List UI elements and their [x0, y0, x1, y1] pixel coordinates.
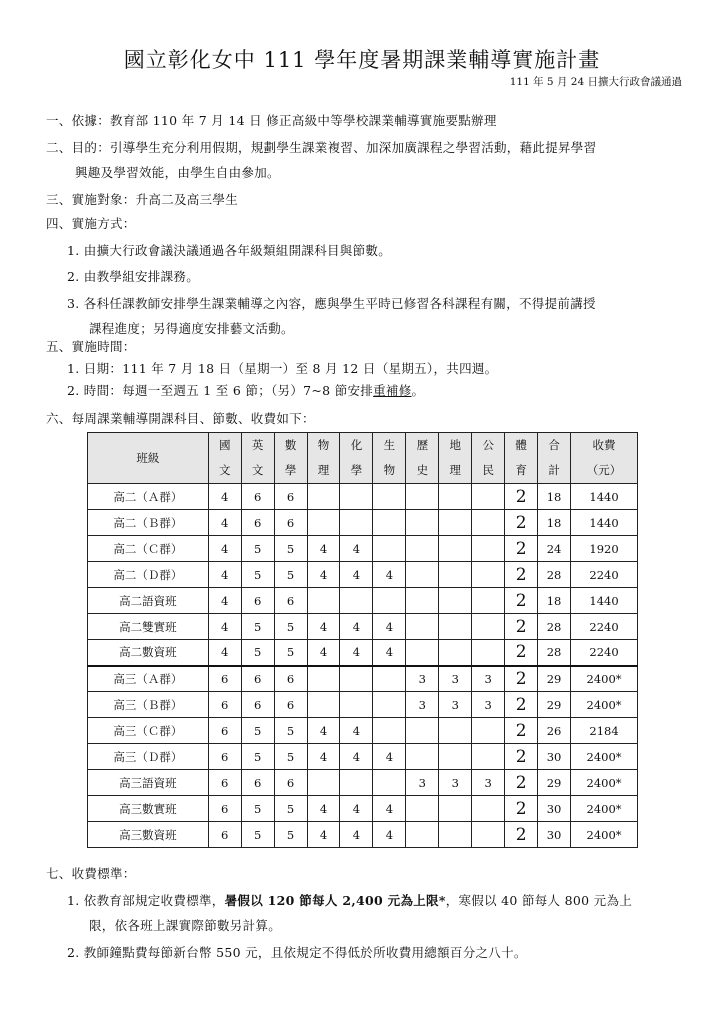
period-cell	[406, 718, 439, 744]
total-cell: 18	[538, 484, 571, 510]
row-class-name: 高三（Ｃ群）	[88, 718, 209, 744]
time-item-2	[67, 381, 424, 399]
period-cell	[472, 536, 505, 562]
row-class-name: 高二（Ａ群）	[88, 484, 209, 510]
period-cell: 3	[472, 666, 505, 692]
period-cell	[439, 718, 472, 744]
period-cell: 5	[241, 562, 274, 588]
period-cell: 3	[439, 692, 472, 718]
table-row	[88, 614, 638, 640]
fee-cell: 2240	[571, 640, 638, 666]
period-cell	[406, 822, 439, 848]
row-class-name: 高二數資班	[88, 640, 209, 666]
period-cell	[439, 484, 472, 510]
period-cell	[472, 796, 505, 822]
fee-item-1-text: 1. 依教育部規定收費標準，	[67, 893, 225, 908]
fee-cell: 1920	[571, 536, 638, 562]
period-cell: 6	[208, 718, 241, 744]
period-cell: 3	[439, 770, 472, 796]
period-cell: 5	[274, 536, 307, 562]
period-cell: 3	[406, 692, 439, 718]
period-cell: 3	[439, 666, 472, 692]
header-subject: 物 理	[307, 433, 340, 484]
total-cell: 30	[538, 744, 571, 770]
section-schedule: 六、每周課業輔導開課科目、節數、收費如下：	[46, 411, 315, 426]
header-subject: 化 學	[340, 433, 373, 484]
period-cell: 4	[340, 796, 373, 822]
fee-cell: 2184	[571, 718, 638, 744]
table-row	[88, 510, 638, 536]
period-cell: 5	[241, 536, 274, 562]
section-time: 五、實施時間：	[46, 339, 136, 354]
total-cell: 29	[538, 666, 571, 692]
period-cell	[406, 744, 439, 770]
total-cell: 28	[538, 640, 571, 666]
period-cell	[406, 796, 439, 822]
fee-item-2: 2. 教師鐘點費每節新台幣 550 元，且依規定不得低於所收費用總額百分之八十。	[67, 945, 527, 960]
fee-cell: 2400*	[571, 822, 638, 848]
period-cell	[340, 588, 373, 614]
period-cell: 4	[307, 562, 340, 588]
period-cell	[406, 562, 439, 588]
period-cell: 6	[208, 692, 241, 718]
period-cell	[472, 718, 505, 744]
period-cell: 6	[241, 770, 274, 796]
total-cell: 18	[538, 510, 571, 536]
table-row	[88, 536, 638, 562]
period-cell: 5	[241, 640, 274, 666]
fee-cell: 2400*	[571, 666, 638, 692]
period-cell	[307, 484, 340, 510]
table-row	[88, 692, 638, 718]
table-row	[88, 562, 638, 588]
period-cell	[472, 562, 505, 588]
fee-item-1-rest: ，寒假以 40 節每人 800 元為上	[445, 893, 633, 908]
period-cell	[373, 484, 406, 510]
header-fee: 收費 （元）	[571, 433, 638, 484]
period-cell: 6	[241, 666, 274, 692]
period-cell: 4	[208, 588, 241, 614]
period-cell: 4	[340, 822, 373, 848]
period-cell: 4	[307, 822, 340, 848]
period-cell: 3	[472, 692, 505, 718]
header-subject: 英 文	[241, 433, 274, 484]
schedule-table	[87, 432, 638, 848]
period-cell: 4	[340, 718, 373, 744]
fee-cell: 2400*	[571, 796, 638, 822]
period-cell	[472, 614, 505, 640]
fee-cell: 2400*	[571, 770, 638, 796]
period-cell: 5	[241, 744, 274, 770]
period-cell: 4	[373, 822, 406, 848]
period-cell	[472, 744, 505, 770]
period-cell: 2	[505, 588, 538, 614]
row-class-name: 高三（Ｄ群）	[88, 744, 209, 770]
total-cell: 26	[538, 718, 571, 744]
period-cell	[373, 770, 406, 796]
period-cell	[373, 666, 406, 692]
time-item-2-text: 2. 時間：每週一至週五 1 至 6 節；（另）7~8 節安排	[67, 383, 374, 398]
period-cell	[406, 510, 439, 536]
row-class-name: 高三語資班	[88, 770, 209, 796]
method-item-2: 2. 由教學組安排課務。	[67, 269, 199, 284]
period-cell	[472, 640, 505, 666]
total-cell: 30	[538, 822, 571, 848]
period-cell: 5	[274, 718, 307, 744]
table-row	[88, 666, 638, 692]
period-cell: 4	[208, 562, 241, 588]
period-cell	[439, 614, 472, 640]
time-item-2-end: 。	[411, 383, 425, 398]
period-cell	[472, 588, 505, 614]
header-subject: 生 物	[373, 433, 406, 484]
period-cell: 6	[274, 692, 307, 718]
section-target: 三、實施對象：升高二及高三學生	[46, 192, 239, 207]
period-cell: 4	[340, 640, 373, 666]
period-cell	[373, 588, 406, 614]
fee-item-1-cont: 限，依各班上課實際節數另計算。	[89, 918, 282, 933]
header-subject: 歷 史	[406, 433, 439, 484]
period-cell: 5	[241, 718, 274, 744]
header-subject: 數 學	[274, 433, 307, 484]
period-cell: 4	[373, 744, 406, 770]
period-cell: 6	[274, 588, 307, 614]
period-cell: 6	[274, 666, 307, 692]
period-cell: 2	[505, 510, 538, 536]
period-cell	[406, 614, 439, 640]
row-class-name: 高三數實班	[88, 796, 209, 822]
period-cell	[406, 640, 439, 666]
row-class-name: 高三數資班	[88, 822, 209, 848]
period-cell: 6	[274, 770, 307, 796]
period-cell: 4	[208, 536, 241, 562]
period-cell: 3	[406, 770, 439, 796]
table-body	[88, 484, 638, 848]
total-cell: 30	[538, 796, 571, 822]
header-subject: 國 文	[208, 433, 241, 484]
time-item-1: 1. 日期：111 年 7 月 18 日（星期一）至 8 月 12 日（星期五），共四週。	[67, 361, 498, 376]
fee-cell: 2400*	[571, 692, 638, 718]
row-class-name: 高三（Ｂ群）	[88, 692, 209, 718]
period-cell	[373, 692, 406, 718]
period-cell: 5	[241, 796, 274, 822]
header-total: 合 計	[538, 433, 571, 484]
fee-cell: 2400*	[571, 744, 638, 770]
period-cell: 4	[307, 744, 340, 770]
header-subject: 公 民	[472, 433, 505, 484]
period-cell	[406, 536, 439, 562]
period-cell: 6	[208, 744, 241, 770]
fee-cell: 2240	[571, 562, 638, 588]
row-class-name: 高二（Ｂ群）	[88, 510, 209, 536]
period-cell: 4	[373, 562, 406, 588]
period-cell	[340, 692, 373, 718]
period-cell	[307, 510, 340, 536]
period-cell: 6	[241, 510, 274, 536]
period-cell	[340, 666, 373, 692]
period-cell: 4	[340, 562, 373, 588]
period-cell: 5	[241, 614, 274, 640]
period-cell: 2	[505, 640, 538, 666]
fee-cell: 1440	[571, 510, 638, 536]
section-purpose: 二、目的：引導學生充分利用假期，規劃學生課業複習、加深加廣課程之學習活動，藉此提昇學習	[46, 140, 597, 155]
row-class-name: 高二語資班	[88, 588, 209, 614]
period-cell: 4	[208, 510, 241, 536]
total-cell: 28	[538, 562, 571, 588]
period-cell: 2	[505, 744, 538, 770]
period-cell: 2	[505, 822, 538, 848]
period-cell	[439, 822, 472, 848]
period-cell	[406, 588, 439, 614]
period-cell: 5	[274, 640, 307, 666]
period-cell: 4	[373, 796, 406, 822]
approval-note: 111 年 5 月 24 日擴大行政會議通過	[509, 76, 682, 88]
fee-cell: 1440	[571, 588, 638, 614]
table-header-row	[88, 433, 638, 484]
fee-cell: 2240	[571, 614, 638, 640]
period-cell: 5	[241, 822, 274, 848]
period-cell: 4	[307, 614, 340, 640]
period-cell: 6	[241, 484, 274, 510]
period-cell: 4	[307, 640, 340, 666]
table-row	[88, 744, 638, 770]
period-cell: 6	[208, 770, 241, 796]
method-item-3: 3. 各科任課教師安排學生課業輔導之內容，應與學生平時已修習各科課程有關，不得提前講授	[67, 296, 596, 311]
fee-cell: 1440	[571, 484, 638, 510]
period-cell: 5	[274, 822, 307, 848]
period-cell: 6	[208, 822, 241, 848]
period-cell	[340, 484, 373, 510]
period-cell: 4	[307, 718, 340, 744]
period-cell	[307, 770, 340, 796]
table-row	[88, 796, 638, 822]
period-cell	[373, 510, 406, 536]
period-cell: 3	[472, 770, 505, 796]
header-class: 班級	[88, 433, 209, 484]
period-cell: 6	[274, 510, 307, 536]
period-cell	[472, 822, 505, 848]
method-item-3-cont: 課程進度；另得適度安排藝文活動。	[89, 321, 294, 336]
period-cell: 2	[505, 484, 538, 510]
period-cell: 3	[406, 666, 439, 692]
section-fees: 七、收費標準：	[46, 866, 136, 881]
period-cell: 6	[241, 692, 274, 718]
section-basis: 一、依據：教育部 110 年 7 月 14 日 修正高級中等學校課業輔導實施要點辦理	[46, 113, 497, 128]
period-cell	[340, 770, 373, 796]
fee-item-1	[67, 891, 632, 909]
period-cell: 2	[505, 562, 538, 588]
period-cell: 4	[307, 796, 340, 822]
header-subject: 地 理	[439, 433, 472, 484]
row-class-name: 高三（Ａ群）	[88, 666, 209, 692]
period-cell: 4	[208, 484, 241, 510]
time-item-2-underlined: 重補修	[373, 383, 412, 398]
period-cell	[439, 562, 472, 588]
period-cell: 2	[505, 614, 538, 640]
period-cell: 6	[208, 666, 241, 692]
period-cell: 4	[373, 640, 406, 666]
row-class-name: 高二（Ｃ群）	[88, 536, 209, 562]
period-cell	[373, 536, 406, 562]
document-title: 國立彰化女中 111 學年度暑期課業輔導實施計畫	[123, 48, 601, 72]
period-cell: 4	[340, 536, 373, 562]
period-cell: 6	[274, 484, 307, 510]
method-item-1: 1. 由擴大行政會議決議通過各年級類組開課科目與節數。	[67, 243, 392, 258]
period-cell: 5	[274, 796, 307, 822]
period-cell: 5	[274, 744, 307, 770]
period-cell: 2	[505, 770, 538, 796]
period-cell: 5	[274, 614, 307, 640]
period-cell	[439, 796, 472, 822]
period-cell	[406, 484, 439, 510]
period-cell: 6	[208, 796, 241, 822]
header-subject: 體 育	[505, 433, 538, 484]
period-cell: 2	[505, 536, 538, 562]
period-cell	[307, 666, 340, 692]
period-cell: 4	[340, 744, 373, 770]
total-cell: 29	[538, 692, 571, 718]
period-cell: 2	[505, 692, 538, 718]
period-cell	[439, 640, 472, 666]
table-row	[88, 822, 638, 848]
period-cell: 2	[505, 666, 538, 692]
table-row	[88, 588, 638, 614]
period-cell: 6	[241, 588, 274, 614]
total-cell: 29	[538, 770, 571, 796]
period-cell: 4	[340, 614, 373, 640]
period-cell	[472, 484, 505, 510]
section-method: 四、實施方式：	[46, 216, 136, 231]
section-purpose-cont: 興趣及學習效能，由學生自由參加。	[75, 165, 280, 180]
row-class-name: 高二（Ｄ群）	[88, 562, 209, 588]
period-cell	[472, 510, 505, 536]
period-cell	[307, 588, 340, 614]
total-cell: 24	[538, 536, 571, 562]
row-class-name: 高二雙實班	[88, 614, 209, 640]
table-row	[88, 640, 638, 666]
period-cell: 4	[373, 614, 406, 640]
period-cell: 4	[208, 614, 241, 640]
table-row	[88, 718, 638, 744]
period-cell: 2	[505, 718, 538, 744]
period-cell: 4	[307, 536, 340, 562]
period-cell	[340, 510, 373, 536]
table-row	[88, 484, 638, 510]
total-cell: 18	[538, 588, 571, 614]
table-row	[88, 770, 638, 796]
fee-item-1-bold: 暑假以 120 節每人 2,400 元為上限*	[224, 893, 446, 908]
period-cell	[439, 536, 472, 562]
period-cell	[307, 692, 340, 718]
period-cell: 2	[505, 796, 538, 822]
period-cell	[439, 744, 472, 770]
period-cell: 4	[208, 640, 241, 666]
period-cell	[439, 588, 472, 614]
period-cell	[373, 718, 406, 744]
period-cell	[439, 510, 472, 536]
period-cell: 5	[274, 562, 307, 588]
total-cell: 28	[538, 614, 571, 640]
